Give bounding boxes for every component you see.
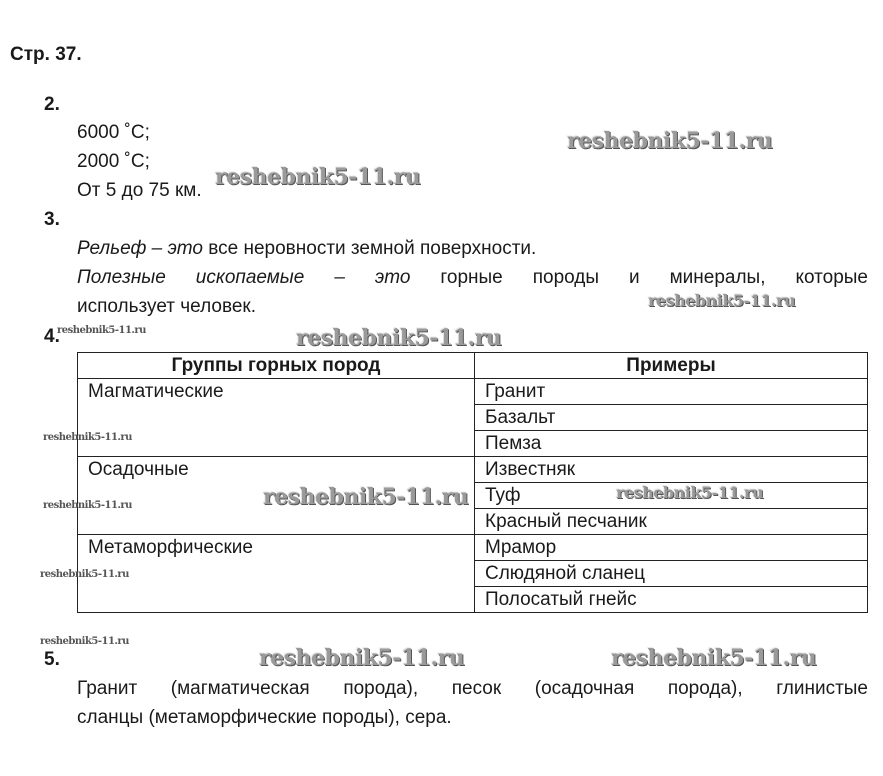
table-row [78,379,868,405]
group-sedimentary: Осадочные [78,457,475,535]
watermark: reshebnik5-11.ru [616,483,764,502]
task-2-number: 2. [44,94,60,115]
example-cell: Пемза [475,431,868,457]
task-3-number: 3. [44,209,60,230]
relief-term: Рельеф – это [77,238,203,259]
watermark: reshebnik5-11.ru [40,636,129,647]
watermark: reshebnik5-11.ru [40,569,129,580]
task-5-line-1: Гранит (магматическая порода), песок (осадочная порода), глинистые [77,678,868,699]
watermark: reshebnik5-11.ru [648,291,796,310]
example-cell: Мрамор [475,535,868,561]
example-cell: Красный песчаник [475,509,868,535]
header-groups: Группы горных пород [78,353,475,379]
task-2-line-1: 6000 ˚C; [77,122,150,143]
task-5-line-2: сланцы (метаморфические породы), сера. [77,707,452,728]
example-cell: Полосатый гнейс [475,587,868,613]
group-metamorphic: Метаморфические [78,535,475,613]
table-row [78,535,868,561]
task-4-number: 4. [44,326,60,347]
table-row [78,457,868,483]
watermark: reshebnik5-11.ru [296,325,502,351]
watermark: reshebnik5-11.ru [57,325,146,336]
example-cell: Базальт [475,405,868,431]
page-header: Стр. 37. [10,44,82,65]
minerals-definition [77,267,868,289]
task-2-line-3: От 5 до 75 км. [77,180,202,201]
task-2-line-2: 2000 ˚C; [77,151,150,172]
example-cell: Гранит [475,379,868,405]
watermark: reshebnik5-11.ru [263,484,469,510]
watermark: reshebnik5-11.ru [43,432,132,443]
watermark: reshebnik5-11.ru [215,164,421,190]
example-cell: Туф [475,483,868,509]
table-header-row [78,353,868,379]
watermark: reshebnik5-11.ru [259,645,465,671]
example-cell: Известняк [475,457,868,483]
task-5-number: 5. [44,649,60,670]
header-examples: Примеры [475,353,868,379]
relief-definition [77,238,536,260]
minerals-text: горные породы и минералы, которые [410,267,868,288]
watermark: reshebnik5-11.ru [567,128,773,154]
minerals-definition-continued: использует человек. [77,296,256,317]
watermark: reshebnik5-11.ru [611,645,817,671]
relief-text: все неровности земной поверхности. [202,238,537,259]
group-igneous: Магматические [78,379,475,457]
example-cell: Слюдяной сланец [475,561,868,587]
watermark: reshebnik5-11.ru [43,500,132,511]
minerals-term: Полезные ископаемые – это [77,267,411,288]
